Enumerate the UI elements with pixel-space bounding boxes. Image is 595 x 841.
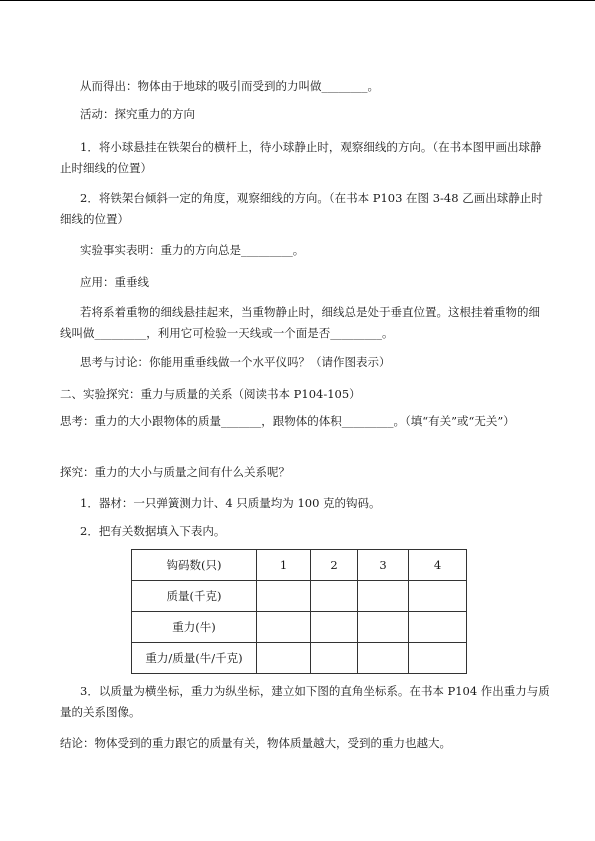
activity-heading: 活动：探究重力的方向 (80, 107, 195, 121)
fact-line: 实验事实表明：重力的方向总是_________。 (80, 243, 305, 257)
row-label: 重力(牛) (132, 612, 257, 643)
section-2-heading: 二、实验探究：重力与质量的关系（阅读书本 P104-105） (60, 387, 361, 401)
table-cell (311, 581, 358, 612)
final-conclusion: 结论：物体受到的重力跟它的质量有关，物体质量越大，受到的重力也越大。 (60, 736, 451, 750)
table-header-cell: 2 (311, 550, 358, 581)
table-cell (409, 581, 467, 612)
plumb-line-paragraph: 若将系着重物的细线悬挂起来，当重物静止时，细线总是处于垂直位置。这根挂着重物的细线叫做_________，利用它可检验一天线或一个面是否_________。 (60, 305, 540, 340)
table-cell (311, 643, 358, 674)
table-cell (257, 612, 311, 643)
graph-instruction: 3．以质量为横坐标，重力为纵坐标，建立如下图的直角坐标系。在书本 P104 作出重力与质量的关系图像。 (60, 684, 550, 719)
table-cell (409, 643, 467, 674)
explore-question: 探究：重力的大小与质量之间有什么关系呢？ (60, 465, 290, 479)
table-header-cell: 3 (358, 550, 409, 581)
row-label: 重力/质量(牛/千克) (132, 643, 257, 674)
conclusion-line: 从而得出：物体由于地球的吸引而受到的力叫做________。 (80, 79, 379, 93)
activity-step-1: 1．将小球悬挂在铁架台的横杆上，待小球静止时，观察细线的方向。（在书本图甲画出球静止时细线的位置） (60, 140, 542, 175)
discussion-line: 思考与讨论：你能用重垂线做一个水平仪吗？（请作图表示） (80, 355, 391, 369)
table-cell (358, 581, 409, 612)
table-row (132, 643, 467, 674)
materials-line: 1．器材：一只弹簧测力计、4 只质量均为 100 克的钩码。 (80, 496, 381, 510)
table-instruction: 2．把有关数据填入下表内。 (80, 524, 226, 538)
table-header-row (132, 550, 467, 581)
data-table (131, 549, 467, 674)
table-cell (409, 612, 467, 643)
table-cell (311, 612, 358, 643)
think-question: 思考：重力的大小跟物体的质量_______，跟物体的体积_________。（填“有关”或“无关”） (60, 414, 515, 428)
table-cell (257, 643, 311, 674)
table-row (132, 581, 467, 612)
top-rule (0, 0, 595, 1)
table-cell (257, 581, 311, 612)
table-header-cell: 4 (409, 550, 467, 581)
application-heading: 应用：重垂线 (80, 275, 149, 289)
table-row (132, 612, 467, 643)
table-cell (358, 612, 409, 643)
table-header-cell: 1 (257, 550, 311, 581)
table-header-cell: 钩码数(只) (132, 550, 257, 581)
activity-step-2: 2．将铁架台倾斜一定的角度，观察细线的方向。（在书本 P103 在图 3-48 乙画出球静止时细线的位置） (60, 191, 543, 226)
row-label: 质量(千克) (132, 581, 257, 612)
table-cell (358, 643, 409, 674)
